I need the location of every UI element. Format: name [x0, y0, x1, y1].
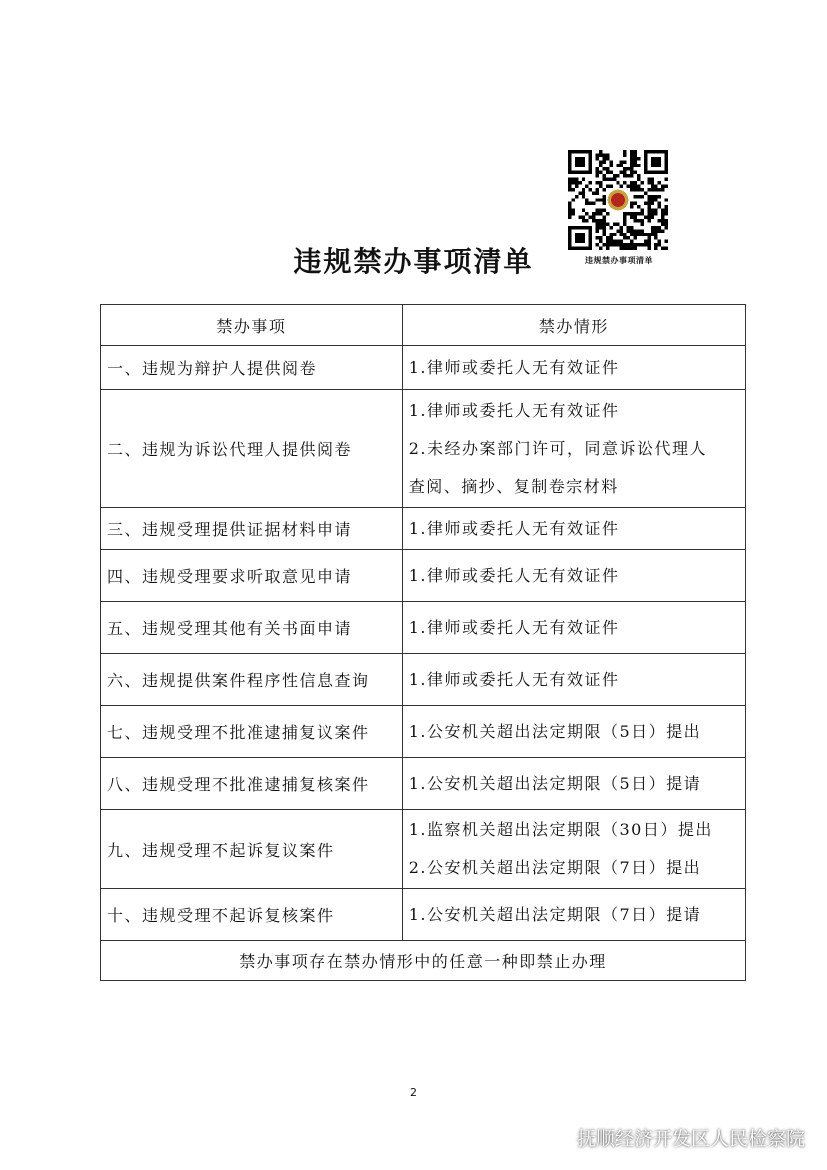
condition-line: 查阅、摘抄、复制卷宗材料 [408, 476, 619, 496]
condition-line: 1.律师或委托人无有效证件 [408, 669, 620, 689]
condition-line: 2.公安机关超出法定期限（7日）提出 [408, 858, 702, 877]
condition-line: 2.未经办案部门许可，同意诉讼代理人 [408, 438, 707, 458]
row-conditions [402, 346, 745, 390]
condition-line: 1.律师或委托人无有效证件 [408, 518, 620, 538]
row-conditions [402, 706, 745, 758]
watermark-text: 抚顺经济开发区人民检察院 [576, 1128, 805, 1150]
row-item: 九、违规受理不起诉复议案件 [101, 810, 403, 889]
row-conditions [402, 602, 745, 654]
row-conditions [402, 758, 745, 810]
row-item: 八、违规受理不批准逮捕复核案件 [101, 758, 403, 810]
qr-caption: 违规禁办事项清单 [585, 256, 653, 265]
header-item: 禁办事项 [101, 305, 403, 346]
condition-line: 1.律师或委托人无有效证件 [408, 565, 620, 585]
row-item: 五、违规受理其他有关书面申请 [101, 602, 403, 654]
row-conditions [402, 889, 745, 941]
condition-line: 1.律师或委托人无有效证件 [408, 400, 620, 420]
table-row [101, 550, 746, 602]
page-number: 2 [410, 1086, 417, 1099]
row-conditions [402, 508, 745, 550]
condition-line: 1.律师或委托人无有效证件 [408, 357, 620, 377]
table-row [101, 654, 746, 706]
table-row [101, 508, 746, 550]
row-conditions [402, 550, 745, 602]
row-conditions [402, 810, 745, 889]
watermark [539, 1124, 805, 1151]
row-item: 二、违规为诉讼代理人提供阅卷 [101, 390, 403, 508]
row-conditions [402, 654, 745, 706]
table-row [101, 346, 746, 390]
table-row [101, 889, 746, 941]
row-item: 四、违规受理要求听取意见申请 [101, 550, 403, 602]
header-conditions: 禁办情形 [402, 305, 745, 346]
qr-code-image [568, 150, 668, 250]
row-item: 六、违规提供案件程序性信息查询 [101, 654, 403, 706]
table-row [101, 810, 746, 889]
table-footer-row [101, 941, 746, 981]
condition-line: 1.公安机关超出法定期限（5日）提出 [408, 721, 702, 741]
table-row [101, 758, 746, 810]
row-item: 十、违规受理不起诉复核案件 [101, 889, 403, 941]
prohibited-items-table [100, 304, 746, 981]
row-conditions [402, 390, 745, 508]
table-row [101, 390, 746, 508]
row-item: 三、违规受理提供证据材料申请 [101, 508, 403, 550]
condition-line: 1.律师或委托人无有效证件 [408, 617, 620, 637]
page-title: 违规禁办事项清单 [293, 245, 534, 278]
condition-line: 1.公安机关超出法定期限（5日）提请 [408, 773, 702, 793]
table-footer-note: 禁办事项存在禁办情形中的任意一种即禁止办理 [101, 941, 746, 981]
row-item: 一、违规为辩护人提供阅卷 [101, 346, 403, 390]
table-header-row [101, 305, 746, 346]
wechat-icon [539, 1126, 569, 1150]
table-row [101, 602, 746, 654]
condition-line: 1.监察机关超出法定期限（30日）提出 [408, 820, 713, 839]
row-item: 七、违规受理不批准逮捕复议案件 [101, 706, 403, 758]
condition-line: 1.公安机关超出法定期限（7日）提请 [408, 904, 702, 924]
table-row [101, 706, 746, 758]
